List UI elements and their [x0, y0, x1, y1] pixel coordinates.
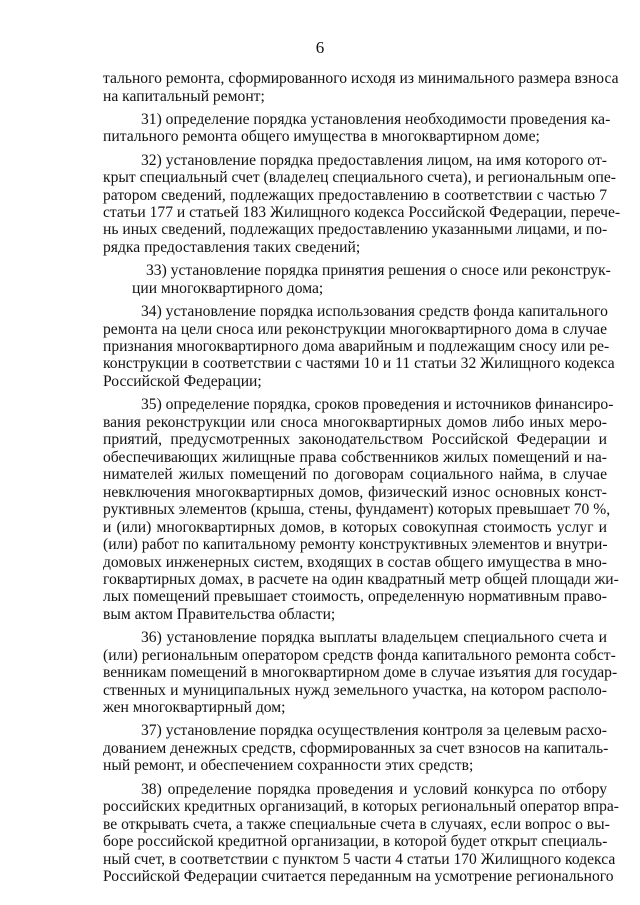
text-line: российских кредитных организаций, в которых региональный оператор впра-	[103, 798, 619, 816]
text-line: 33) установление порядка принятия решения о сносе или реконструк-	[146, 262, 611, 280]
text-line: (или) региональным оператором средств фонда капитального ремонта собст-	[103, 646, 616, 664]
text-line: ремонта на цели сноса или реконструкции многоквартирного дома в случае	[103, 320, 607, 338]
text-line: вым актом Правительства области;	[103, 605, 336, 623]
text-line: невключения многоквартирных домов, физический износ основных конст-	[103, 483, 607, 501]
text-line: ственных и муниципальных нужд земельного участка, на котором располо-	[103, 681, 607, 699]
text-line: нимателей жилых помещений по договорам социального найма, в случае	[103, 466, 607, 484]
text-line: статьи 177 и статьей 183 Жилищного кодекса Российской Федерации, перече-	[103, 204, 621, 221]
text-line: боре российской кредитной организации, в которой будет открыт специаль-	[103, 833, 608, 851]
text-line: руктивных элементов (крыша, стены, фундамент) которых превышает 70 %,	[103, 501, 611, 518]
text-line: (или) работ по капитальному ремонту конструктивных элементов и внутри-	[103, 536, 608, 553]
text-line: крыт специальный счет (владелец специального счета), и региональным опе-	[103, 169, 617, 186]
text-line: гоквартирных домах, в расчете на один квадратный метр общей площади жи-	[103, 570, 619, 588]
text-line: ратором сведений, подлежащих предоставлению в соответствии с частью 7	[103, 186, 607, 204]
text-line: тального ремонта, сформированного исходя из минимального размера взноса	[103, 70, 619, 87]
text-line: питального ремонта общего имущества в многоквартирном доме;	[103, 128, 540, 146]
text-line: 34) установление порядка использования средств фонда капитального	[141, 303, 608, 320]
text-line: обеспечивающих жилищные права собственников жилых помещений и на-	[103, 448, 607, 466]
text-line: ве открывать счета, а также специальные счета в случаях, если вопрос о вы-	[103, 815, 610, 833]
text-line: ный ремонт, и обеспечением сохранности этих средств;	[103, 757, 474, 775]
text-line: Российской Федерации считается переданным на усмотрение регионального	[103, 868, 614, 885]
text-line: 36) установление порядка выплаты владельцем специального счета и	[141, 629, 607, 647]
text-line: конструкции в соответствии с частями 10 и 11 статьи 32 Жилищного кодекса	[103, 355, 615, 373]
text-line: приятий, предусмотренных законодательством Российской Федерации и	[103, 431, 607, 449]
text-line: вания реконструкции или сноса многоквартирных домов либо иных меро-	[103, 413, 607, 431]
text-line: Российской Федерации;	[103, 372, 262, 390]
text-line: венникам помещений в многоквартирном доме в случае изъятия для государ-	[103, 664, 618, 682]
text-line: 31) определение порядка установления необходимости проведения ка-	[141, 110, 611, 128]
text-line: 32) установление порядка предоставления лицом, на имя которого от-	[141, 151, 607, 169]
text-line: ции многоквартирного дома;	[132, 279, 324, 297]
text-line: рядка предоставления таких сведений;	[103, 238, 361, 256]
text-line: признания многоквартирного дома аварийным и подлежащим сносу или ре-	[103, 337, 610, 355]
text-line: жен многоквартирный дом;	[103, 699, 286, 717]
text-line: ный счет, в соответствии с пунктом 5 части 4 статьи 170 Жилищного кодекса	[103, 850, 616, 868]
text-line: нь иных сведений, подлежащих предоставлению указанными лицами, и по-	[103, 221, 608, 239]
text-line: домовых инженерных систем, входящих в состав общего имущества в мно-	[103, 553, 607, 571]
page-number: 6	[315, 38, 325, 57]
text-line: на капитальный ремонт;	[103, 87, 265, 105]
text-line: лых помещений превышает стоимость, определенную нормативным право-	[103, 588, 607, 606]
text-line: дованием денежных средств, сформированных за счет взносов на капиталь-	[103, 739, 609, 757]
text-line: 37) установление порядка осуществления контроля за целевым расхо-	[141, 722, 607, 740]
text-line: 38) определение порядка проведения и условий конкурса по отбору	[141, 780, 607, 798]
text-line: и (или) многоквартирных домов, в которых совокупная стоимость услуг и	[103, 518, 607, 536]
text-line: 35) определение порядка, сроков проведения и источников финансиро-	[141, 396, 614, 414]
